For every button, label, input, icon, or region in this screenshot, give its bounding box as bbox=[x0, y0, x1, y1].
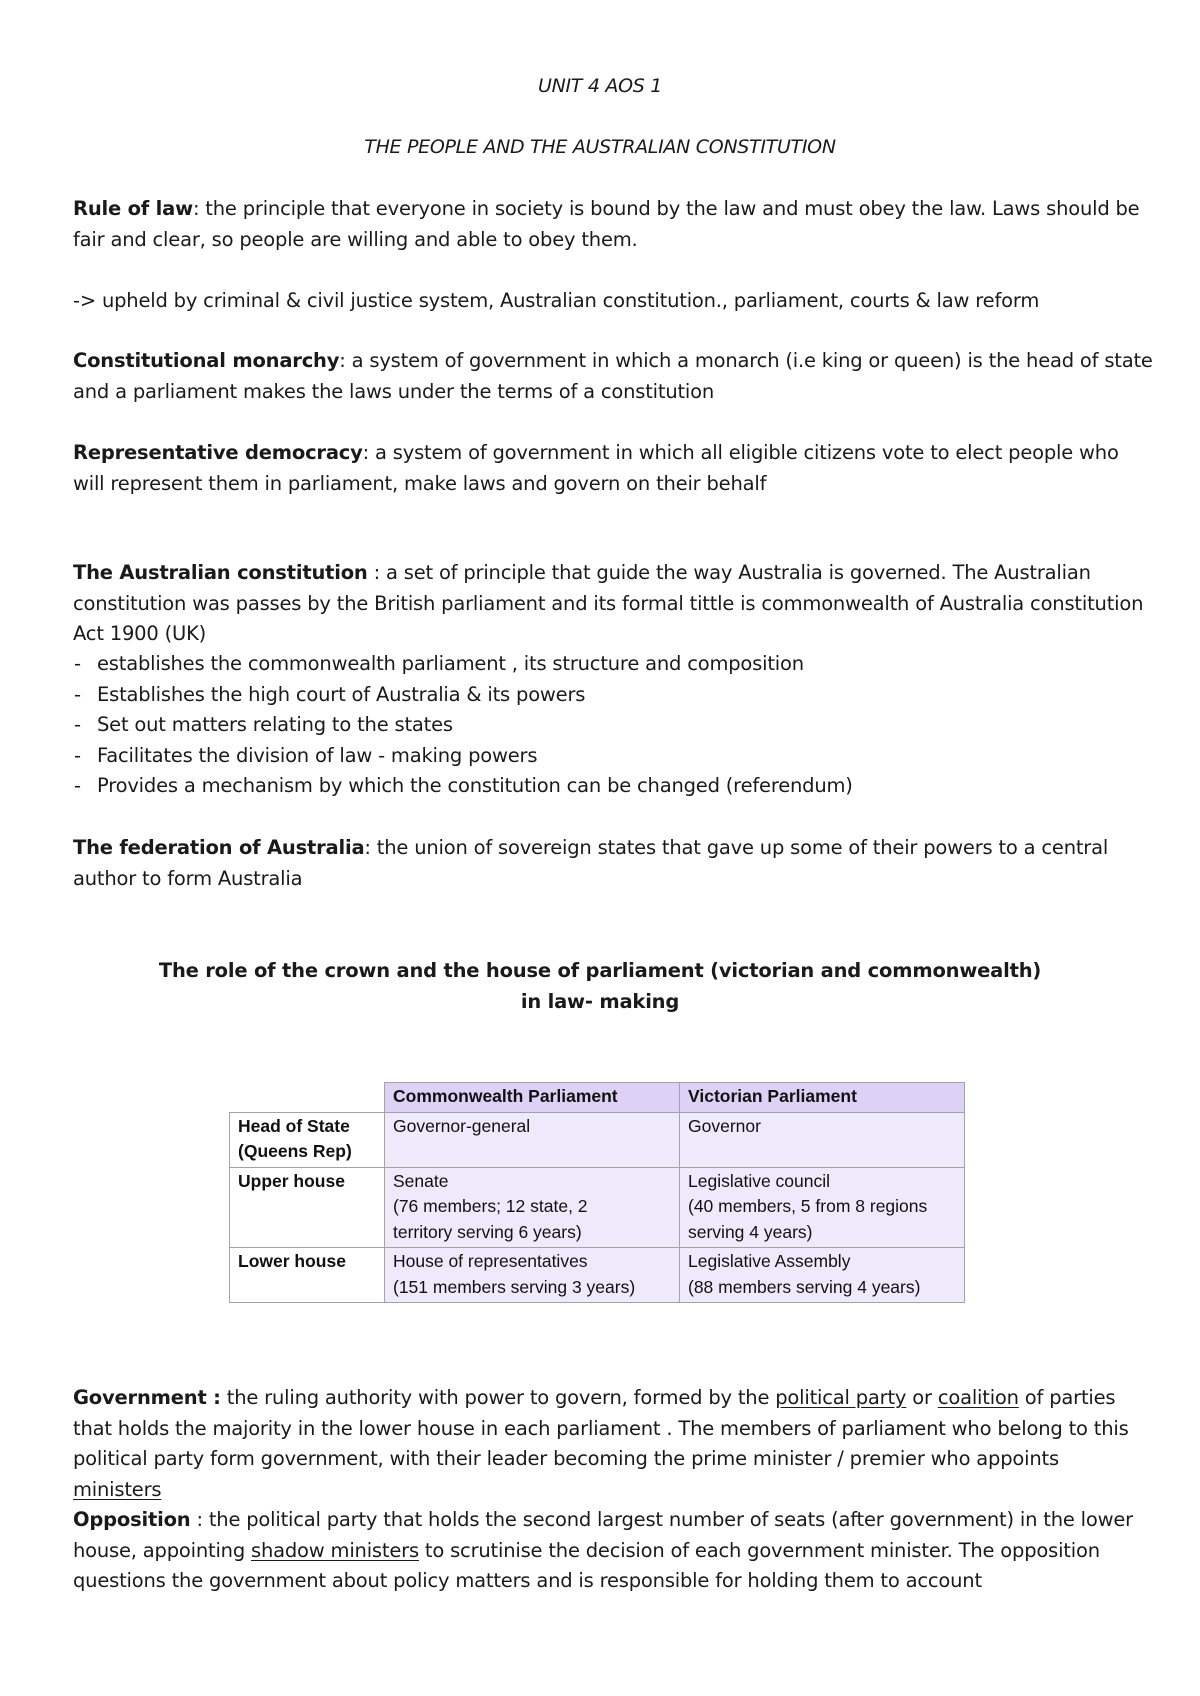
cell-line: (88 members serving 4 years) bbox=[688, 1276, 921, 1297]
table-row-label bbox=[230, 1112, 385, 1167]
representative-democracy-definition: : a system of government in which all eligible citizens vote to elect people who will represent them in parliament, make laws and govern on their behalf bbox=[73, 441, 1119, 495]
government-text: or bbox=[906, 1386, 938, 1409]
cell-line: (151 members serving 3 years) bbox=[393, 1276, 636, 1297]
shadow-ministers-link: shadow ministers bbox=[251, 1538, 419, 1562]
government-text: of parties that holds the majority in the lower house in each parliament . The members of parliament who belong to this political party form government, with their leader becoming the prime minister / premier who appoints bbox=[73, 1386, 1129, 1470]
government-paragraph bbox=[73, 1383, 1153, 1505]
table-row bbox=[230, 1248, 965, 1303]
list-item bbox=[73, 710, 1153, 741]
table-row bbox=[230, 1112, 965, 1167]
australian-constitution-paragraph bbox=[73, 558, 1153, 650]
rule-of-law-paragraph bbox=[73, 194, 1153, 255]
table-header-row bbox=[230, 1083, 965, 1113]
rule-of-law-term: Rule of law bbox=[73, 197, 193, 220]
bullet-dash: - bbox=[74, 743, 81, 767]
table-header-commonwealth: Commonwealth Parliament bbox=[385, 1083, 680, 1113]
federation-paragraph bbox=[73, 833, 1153, 894]
table-cell-victorian bbox=[680, 1248, 965, 1303]
cell-line: House of representatives bbox=[393, 1251, 588, 1271]
cell-line: Legislative council bbox=[688, 1170, 831, 1191]
federation-definition: : the union of sovereign states that gave up some of their powers to a central author to form Australia bbox=[73, 836, 1109, 890]
constitutional-monarchy-paragraph bbox=[73, 346, 1153, 407]
federation-term: The federation of Australia bbox=[73, 836, 365, 859]
section-title: The role of the crown and the house of parliament (victorian and commonwealth) in law- making bbox=[158, 959, 1042, 1013]
table-row-label bbox=[230, 1248, 385, 1303]
list-item bbox=[73, 680, 1153, 711]
table-cell-commonwealth bbox=[385, 1112, 680, 1167]
cell-line: Head of State bbox=[238, 1115, 350, 1136]
coalition-link: coalition bbox=[937, 1386, 1019, 1409]
opposition-text: to scrutinise the decision of each government minister. The opposition questions the government about policy matters and is responsible for holding them to account bbox=[73, 1538, 1100, 1592]
constitutional-monarchy-definition: : a system of government in which a monarch (i.e king or queen) is the head of state and a parliament makes the laws under the terms of a constitution bbox=[73, 349, 1153, 403]
government-text: the ruling authority with power to govern, formed by the bbox=[220, 1386, 776, 1409]
opposition-term: Opposition bbox=[73, 1508, 191, 1531]
constitution-bullet-list bbox=[73, 649, 1153, 802]
table-cell-victorian bbox=[680, 1167, 965, 1248]
representative-democracy-term: Representative democracy bbox=[73, 441, 363, 464]
page-title: UNIT 4 AOS 1 bbox=[537, 75, 663, 97]
table-cell-victorian bbox=[680, 1112, 965, 1167]
table-row bbox=[230, 1167, 965, 1248]
political-party-link: political party bbox=[775, 1386, 907, 1409]
list-item-text: Provides a mechanism by which the constitution can be changed (referendum) bbox=[97, 774, 853, 797]
list-item-text: Establishes the high court of Australia & its powers bbox=[97, 682, 586, 706]
list-item-text: Set out matters relating to the states bbox=[97, 713, 453, 736]
ministers-link: ministers bbox=[73, 1477, 162, 1501]
cell-line: Governor bbox=[688, 1115, 761, 1136]
table-header-blank bbox=[230, 1083, 385, 1113]
list-item-text: Facilitates the division of law - making powers bbox=[97, 743, 538, 767]
cell-line: Senate bbox=[393, 1170, 449, 1191]
representative-democracy-paragraph bbox=[73, 438, 1153, 499]
cell-line: serving 4 years) bbox=[688, 1221, 813, 1242]
opposition-text: : the political party that holds the second largest number of seats (after government) in the lower house, appointing bbox=[73, 1508, 1133, 1562]
government-term: Government : bbox=[73, 1386, 221, 1409]
list-item bbox=[73, 741, 1153, 772]
page-subtitle: THE PEOPLE AND THE AUSTRALIAN CONSTITUTION bbox=[364, 136, 836, 158]
table-cell-commonwealth bbox=[385, 1248, 680, 1303]
cell-line: territory serving 6 years) bbox=[393, 1221, 582, 1242]
bullet-dash: - bbox=[74, 774, 81, 797]
cell-line: (76 members; 12 state, 2 bbox=[393, 1196, 588, 1216]
list-item bbox=[73, 649, 1153, 680]
bullet-dash: - bbox=[74, 652, 81, 675]
parliament-table bbox=[229, 1082, 965, 1303]
constitutional-monarchy-term: Constitutional monarchy bbox=[73, 349, 340, 372]
list-item-text: establishes the commonwealth parliament , its structure and composition bbox=[97, 652, 804, 675]
opposition-paragraph bbox=[73, 1505, 1153, 1597]
table-header-victorian: Victorian Parliament bbox=[680, 1083, 965, 1113]
rule-of-law-upheld: -> upheld by criminal & civil justice system, Australian constitution., parliament, courts & law reform bbox=[73, 289, 1040, 312]
cell-line: Legislative Assembly bbox=[688, 1251, 851, 1271]
australian-constitution-definition: : a set of principle that guide the way Australia is governed. The Australian constitution was passes by the British parliament and its formal tittle is commonwealth of Australia constitution Act 1900 (UK) bbox=[73, 561, 1144, 645]
cell-line: Lower house bbox=[238, 1251, 346, 1271]
cell-line: (Queens Rep) bbox=[238, 1141, 352, 1161]
cell-line: (40 members, 5 from 8 regions bbox=[688, 1196, 928, 1216]
australian-constitution-term: The Australian constitution bbox=[73, 561, 368, 584]
cell-line: Upper house bbox=[238, 1170, 345, 1191]
list-item bbox=[73, 771, 1153, 802]
bullet-dash: - bbox=[74, 682, 81, 706]
table-cell-commonwealth bbox=[385, 1167, 680, 1248]
cell-line: Governor-general bbox=[393, 1115, 531, 1136]
bullet-dash: - bbox=[74, 713, 81, 736]
table-row-label bbox=[230, 1167, 385, 1248]
rule-of-law-definition: : the principle that everyone in society is bound by the law and must obey the law. Laws should be fair and clear, so people are willing and able to obey them. bbox=[73, 197, 1140, 251]
